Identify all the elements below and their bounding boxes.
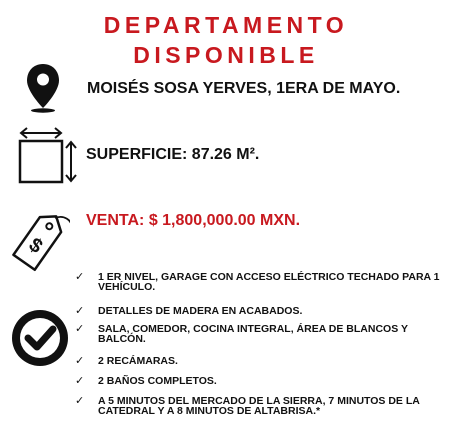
feature-item	[75, 306, 445, 316]
feature-item	[75, 376, 445, 386]
feature-item	[75, 272, 445, 292]
check-mark-icon: ✓	[75, 395, 85, 407]
feature-item	[75, 396, 445, 416]
feature-item	[75, 324, 445, 344]
check-mark-icon: ✓	[75, 355, 85, 367]
check-circle-icon	[9, 307, 71, 369]
feature-text: 2 RECÁMARAS.	[98, 355, 178, 367]
feature-text: 1 ER NIVEL, GARAGE CON ACCESO ELÉCTRICO TECHADO PARA 1 VEHÍCULO.	[98, 271, 440, 293]
feature-text: 2 BAÑOS COMPLETOS.	[98, 375, 217, 387]
title-line-2: DISPONIBLE	[133, 42, 319, 68]
check-mark-icon: ✓	[75, 323, 85, 335]
feature-text: A 5 MINUTOS DEL MERCADO DE LA SIERRA, 7 MINUTOS DE LA CATEDRAL Y A 8 MINUTOS DE ALTABRISA.*	[98, 395, 420, 417]
feature-text: DETALLES DE MADERA EN ACABADOS.	[98, 305, 303, 317]
check-mark-icon: ✓	[75, 305, 85, 317]
surface-text: SUPERFICIE: 87.26 M².	[86, 146, 260, 163]
feature-item	[75, 356, 445, 366]
price-tag-icon	[8, 207, 70, 273]
check-mark-icon: ✓	[75, 375, 85, 387]
address-text: MOISÉS SOSA YERVES, 1ERA DE MAYO.	[87, 80, 401, 97]
title-line-1: DEPARTAMENTO	[103, 12, 349, 38]
sale-price-text: VENTA: $ 1,800,000.00 MXN.	[86, 212, 301, 229]
feature-text: SALA, COMEDOR, COCINA INTEGRAL, ÁREA DE BLANCOS Y BALCÓN.	[98, 323, 408, 345]
area-dimensions-icon	[16, 124, 82, 186]
svg-text:$: $	[24, 233, 47, 259]
map-pin-icon	[25, 62, 61, 114]
check-mark-icon: ✓	[75, 271, 85, 283]
